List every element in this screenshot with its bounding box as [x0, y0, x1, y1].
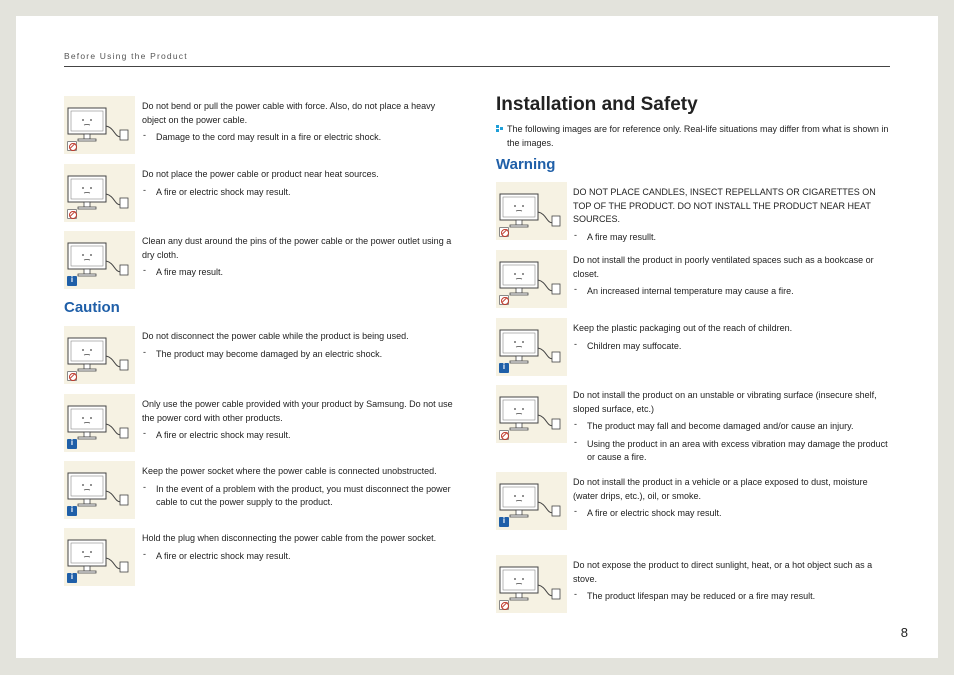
safety-statement: Keep the power socket where the power cable is connected unobstructed. — [142, 466, 437, 476]
safety-item-text — [573, 186, 892, 244]
consequence-bullet: - Children may suffocate. — [573, 340, 892, 354]
consequence-bullet: - An increased internal temperature may cause a fire. — [573, 285, 892, 299]
page-number: 8 — [900, 625, 908, 640]
safety-item-text — [142, 465, 456, 510]
safety-statement: Do not install the product in poorly ventilated spaces such as a bookcase or closet. — [573, 255, 874, 279]
consequence-bullet: - A fire may resullt. — [573, 231, 892, 245]
prohibited-icon — [499, 227, 509, 237]
safety-statement: Only use the power cable provided with your product by Samsung. Do not use the power cord with other products. — [142, 399, 453, 423]
consequence-bullet: - A fire or electric shock may result. — [142, 429, 456, 443]
consequence-bullet: - A fire or electric shock may result. — [142, 550, 456, 564]
safety-item-text — [142, 398, 456, 443]
info-icon — [499, 363, 509, 373]
safety-statement: Do not place the power cable or product near heat sources. — [142, 169, 379, 179]
consequence-bullet: - A fire or electric shock may result. — [142, 186, 456, 200]
illustration-image — [64, 164, 135, 222]
consequence-bullet: - In the event of a problem with the product, you must disconnect the power cable to cut the power supply to the product. — [142, 483, 456, 510]
prohibited-icon — [499, 430, 509, 440]
safety-item-text — [142, 168, 456, 199]
consequence-bullet: - Using the product in an area with excess vibration may damage the product or cause a fire. — [573, 438, 892, 465]
prohibited-icon — [67, 141, 77, 151]
info-icon — [67, 573, 77, 583]
safety-statement: Do not install the product on an unstable or vibrating surface (insecure shelf, sloped surface, etc.) — [573, 390, 877, 414]
safety-statement: Do not expose the product to direct sunlight, heat, or a hot object such as a stove. — [573, 560, 873, 584]
illustration-image — [64, 231, 135, 289]
safety-statement: Do not bend or pull the power cable with force. Also, do not place a heavy object on the power cable. — [142, 101, 436, 125]
prohibited-icon — [67, 209, 77, 219]
safety-item-text — [142, 235, 456, 280]
safety-statement: Hold the plug when disconnecting the power cable from the power socket. — [142, 533, 437, 543]
info-icon — [67, 276, 77, 286]
illustration-image — [496, 555, 567, 613]
illustration-image — [496, 182, 567, 240]
info-icon — [67, 506, 77, 516]
safety-item-text — [573, 559, 892, 604]
safety-statement: Do not install the product in a vehicle or a place exposed to dust, moisture (water drips, etc.), oil, or smoke. — [573, 477, 868, 501]
consequence-bullet: - A fire may result. — [142, 266, 456, 280]
safety-statement: Keep the plastic packaging out of the reach of children. — [573, 323, 793, 333]
caution-heading: Caution — [64, 299, 120, 316]
safety-item-text — [573, 254, 892, 299]
warning-heading: Warning — [496, 156, 556, 173]
running-header: Before Using the Product — [64, 51, 188, 61]
illustration-image — [496, 250, 567, 308]
reference-note-text: The following images are for reference only. Real-life situations may differ from what is shown in the images. — [507, 124, 889, 148]
safety-item-text — [142, 330, 456, 361]
illustration-image — [496, 472, 567, 530]
note-icon — [496, 125, 503, 132]
illustration-image — [496, 385, 567, 443]
consequence-bullet: - Damage to the cord may result in a fire or electric shock. — [142, 131, 456, 145]
consequence-bullet: - The product may fall and become damaged and/or cause an injury. — [573, 420, 892, 434]
safety-item-text — [142, 532, 456, 563]
consequence-bullet: - The product may become damaged by an electric shock. — [142, 348, 456, 362]
safety-statement: Do not disconnect the power cable while the product is being used. — [142, 331, 409, 341]
safety-statement: Clean any dust around the pins of the power cable or the power outlet using a dry cloth. — [142, 236, 452, 260]
info-icon — [499, 517, 509, 527]
consequence-bullet: - The product lifespan may be reduced or a fire may result. — [573, 590, 892, 604]
header-rule — [64, 66, 890, 67]
safety-item-text — [573, 389, 892, 465]
reference-note — [496, 123, 892, 150]
prohibited-icon — [499, 295, 509, 305]
illustration-image — [64, 96, 135, 154]
illustration-image — [496, 318, 567, 376]
prohibited-icon — [499, 600, 509, 610]
illustration-image — [64, 394, 135, 452]
safety-statement: DO NOT PLACE CANDLES, INSECT REPELLANTS OR CIGARETTES ON TOP OF THE PRODUCT. DO NOT INSTALL THE PRODUCT NEAR HEAT SOURCES. — [573, 187, 876, 224]
safety-item-text — [573, 476, 892, 521]
prohibited-icon — [67, 371, 77, 381]
manual-page — [16, 16, 938, 658]
illustration-image — [64, 461, 135, 519]
safety-item-text — [142, 100, 456, 145]
illustration-image — [64, 528, 135, 586]
consequence-bullet: - A fire or electric shock may result. — [573, 507, 892, 521]
info-icon — [67, 439, 77, 449]
page-title: Installation and Safety — [496, 94, 698, 115]
safety-item-text — [573, 322, 892, 353]
illustration-image — [64, 326, 135, 384]
